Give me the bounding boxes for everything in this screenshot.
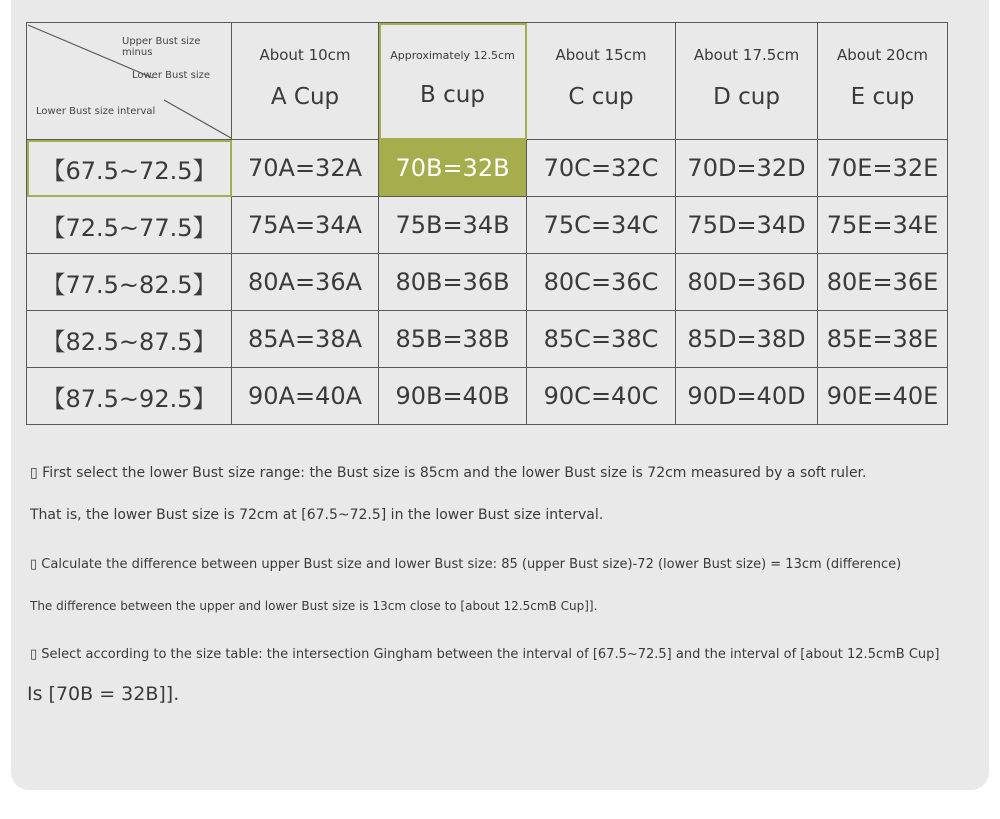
size-cell: 75E=34E: [818, 197, 948, 254]
interval-cell: 【77.5~82.5】: [27, 254, 232, 311]
table-row: [27, 254, 948, 311]
table-row: [27, 140, 948, 197]
corner-header: [27, 23, 232, 140]
size-table: [26, 22, 948, 425]
size-cell: 70E=32E: [818, 140, 948, 197]
size-cell: 80C=36C: [527, 254, 676, 311]
size-cell: 90A=40A: [232, 368, 379, 425]
size-cell: 85E=38E: [818, 311, 948, 368]
note-step-1: ▯ First select the lower Bust size range: the Bust size is 85cm and the lower Bust size is 72cm measured by a soft ruler.: [30, 465, 867, 481]
size-cell: 90B=40B: [379, 368, 527, 425]
interval-cell: 【67.5~72.5】: [27, 140, 232, 197]
note-step-1-detail: That is, the lower Bust size is 72cm at [67.5~72.5] in the lower Bust size interval.: [30, 507, 604, 523]
col-header-b: Approximately 12.5cm B cup: [379, 23, 527, 140]
table-row: [27, 311, 948, 368]
interval-cell: 【72.5~77.5】: [27, 197, 232, 254]
size-cell: 75B=34B: [379, 197, 527, 254]
size-cell: 70A=32A: [232, 140, 379, 197]
size-cell: 85B=38B: [379, 311, 527, 368]
note-step-3: ▯ Select according to the size table: the intersection Gingham between the interval of [67.5~72.5] and the interval of [about 12.5cmB Cup]: [30, 647, 940, 662]
size-cell: 85C=38C: [527, 311, 676, 368]
col-header-e: About 20cm E cup: [818, 23, 948, 140]
upper-minus-label: Upper Bust size minus: [122, 36, 201, 58]
table-row: [27, 197, 948, 254]
size-cell: 80E=36E: [818, 254, 948, 311]
note-step-2: ▯ Calculate the difference between upper Bust size and lower Bust size: 85 (upper Bust size)-72 (lower Bust size) = 13cm (difference): [30, 557, 902, 572]
lower-label: Lower Bust size: [132, 70, 211, 81]
table-row: [27, 368, 948, 425]
interval-label: Lower Bust size interval: [36, 106, 156, 117]
note-step-2-detail: The difference between the upper and lower Bust size is 13cm close to [about 12.5cmB Cup]].: [30, 599, 598, 613]
size-cell: 70D=32D: [676, 140, 818, 197]
size-cell: 80B=36B: [379, 254, 527, 311]
col-header-a: About 10cm A Cup: [232, 23, 379, 140]
size-cell: 85A=38A: [232, 311, 379, 368]
size-cell-selected: 70B=32B: [379, 140, 527, 197]
size-cell: 85D=38D: [676, 311, 818, 368]
size-cell: 90C=40C: [527, 368, 676, 425]
size-cell: 80A=36A: [232, 254, 379, 311]
col-header-c: About 15cm C cup: [527, 23, 676, 140]
size-cell: 90E=40E: [818, 368, 948, 425]
size-cell: 75C=34C: [527, 197, 676, 254]
size-cell: 75D=34D: [676, 197, 818, 254]
size-cell: 80D=36D: [676, 254, 818, 311]
size-cell: 90D=40D: [676, 368, 818, 425]
size-cell: 75A=34A: [232, 197, 379, 254]
note-result: Is [70B = 32B]].: [27, 683, 180, 705]
header-row: [27, 23, 948, 140]
col-header-d: About 17.5cm D cup: [676, 23, 818, 140]
size-cell: 70C=32C: [527, 140, 676, 197]
interval-cell: 【87.5~92.5】: [27, 368, 232, 425]
interval-cell: 【82.5~87.5】: [27, 311, 232, 368]
